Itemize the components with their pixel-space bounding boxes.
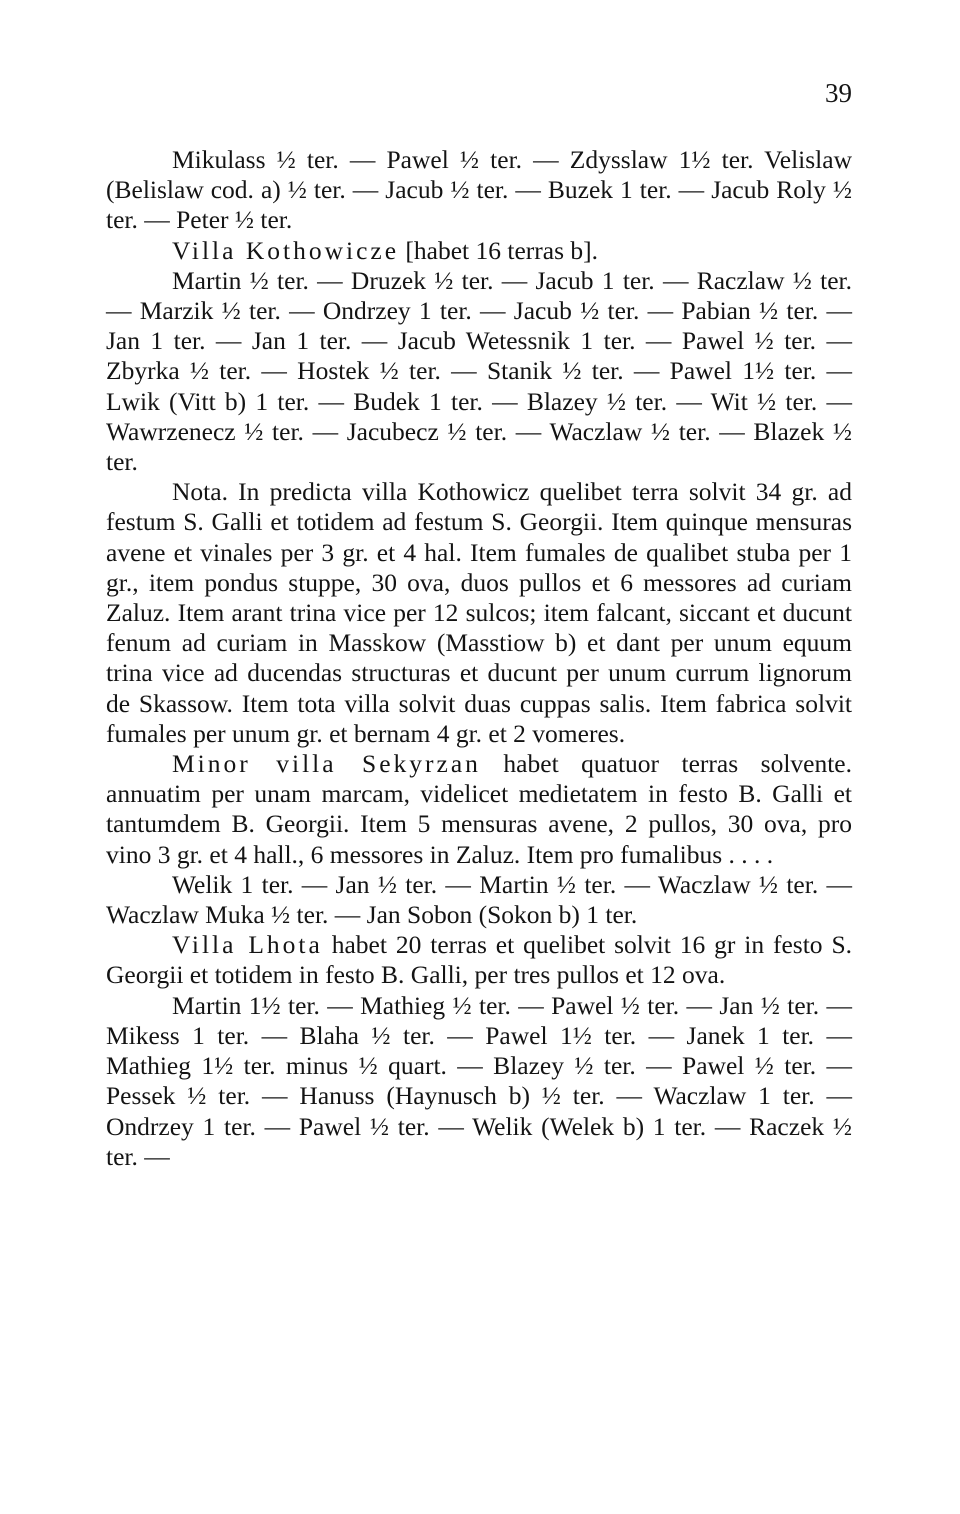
- village-name: Villa Lhota: [172, 930, 323, 960]
- paragraph: Martin 1½ ter. — Mathieg ½ ter. — Pawel ½ ter. — Jan ½ ter. — Mikess 1 ter. — Blaha ½ ter. — Pawel 1½ ter. — Janek 1 ter. — Mathieg 1½ ter. minus ½ quart. — Blazey ½ ter. — Pawel ½ ter. — Pessek ½ ter. — Hanuss (Haynusch b) ½ ter. — Waczlaw 1 ter. — Ondrzey 1 ter. — Pawel ½ ter. — Welik (Welek b) 1 ter. — Raczek ½ ter. —: [106, 990, 852, 1171]
- page-number: 39: [825, 78, 852, 108]
- paragraph-text: [habet 16 terras b].: [399, 235, 599, 265]
- paragraph: Martin ½ ter. — Druzek ½ ter. — Jacub 1 ter. — Raczlaw ½ ter. — Marzik ½ ter. — Ondrzey 1 ter. — Jacub ½ ter. — Pabian ½ ter. — Jan 1 ter. — Jan 1 ter. — Jacub Wetessnik 1 ter. — Pawel ½ ter. — Zbyrka ½ ter. — Hostek ½ ter. — Stanik ½ ter. — Pawel 1½ ter. — Lwik (Vitt b) 1 ter. — Budek 1 ter. — Blazey ½ ter. — Wit ½ ter. — Wawrzenecz ½ ter. — Jacubecz ½ ter. — Waczlaw ½ ter. — Blazek ½ ter.: [106, 265, 852, 477]
- paragraph: [106, 749, 852, 870]
- paragraph-text: habet quatuor terras solvente. annuatim per unam marcam, videlicet medietatem in festo B. Galli et tantumdem B. Georgii. Item 5 mensuras avene, 2 pullos, 30 ova, pro vino 3 gr. et 4 hall., 6 messores in Zaluz. Item pro fumalibus . . . .: [106, 749, 852, 869]
- paragraph-text: habet 20 terras et quelibet solvit 16 gr in festo S. Georgii et totidem in festo B. Galli, per tres pullos et 12 ova.: [106, 930, 852, 990]
- paragraph: [106, 236, 852, 266]
- paragraph: [106, 930, 852, 990]
- village-name: Villa Kothowicze: [172, 235, 400, 265]
- village-name: Minor villa Sekyrzan: [172, 749, 481, 779]
- text-body: [106, 145, 852, 1172]
- paragraph: Mikulass ½ ter. — Pawel ½ ter. — Zdysslaw 1½ ter. Velislaw (Belislaw cod. a) ½ ter. — Jacub ½ ter. — Buzek 1 ter. — Jacub Roly ½ ter. — Peter ½ ter.: [106, 145, 852, 235]
- paragraph: Nota. In predicta villa Kothowicz quelibet terra solvit 34 gr. ad festum S. Galli et totidem ad festum S. Georgii. Item quinque mensuras avene et vinales per 3 gr. et 4 hal. Item fumales de qualibet stuba per 1 gr., item pondus stuppe, 30 ova, duos pullos et 6 messores ad curiam Zaluz. Item arant trina vice per 12 sulcos; item falcant, siccant et ducunt fenum ad curiam in Masskow (Masstiow b) et dant per unum equum trina vice ad ducendas structuras et ducunt per unum currum lignorum de Skassow. Item tota villa solvit duas cuppas salis. Item fabrica solvit fumales per unum gr. et bernam 4 gr. et 2 vomeres.: [106, 477, 852, 748]
- paragraph: Welik 1 ter. — Jan ½ ter. — Martin ½ ter. — Waczlaw ½ ter. — Waczlaw Muka ½ ter. — Jan Sobon (Sokon b) 1 ter.: [106, 869, 852, 930]
